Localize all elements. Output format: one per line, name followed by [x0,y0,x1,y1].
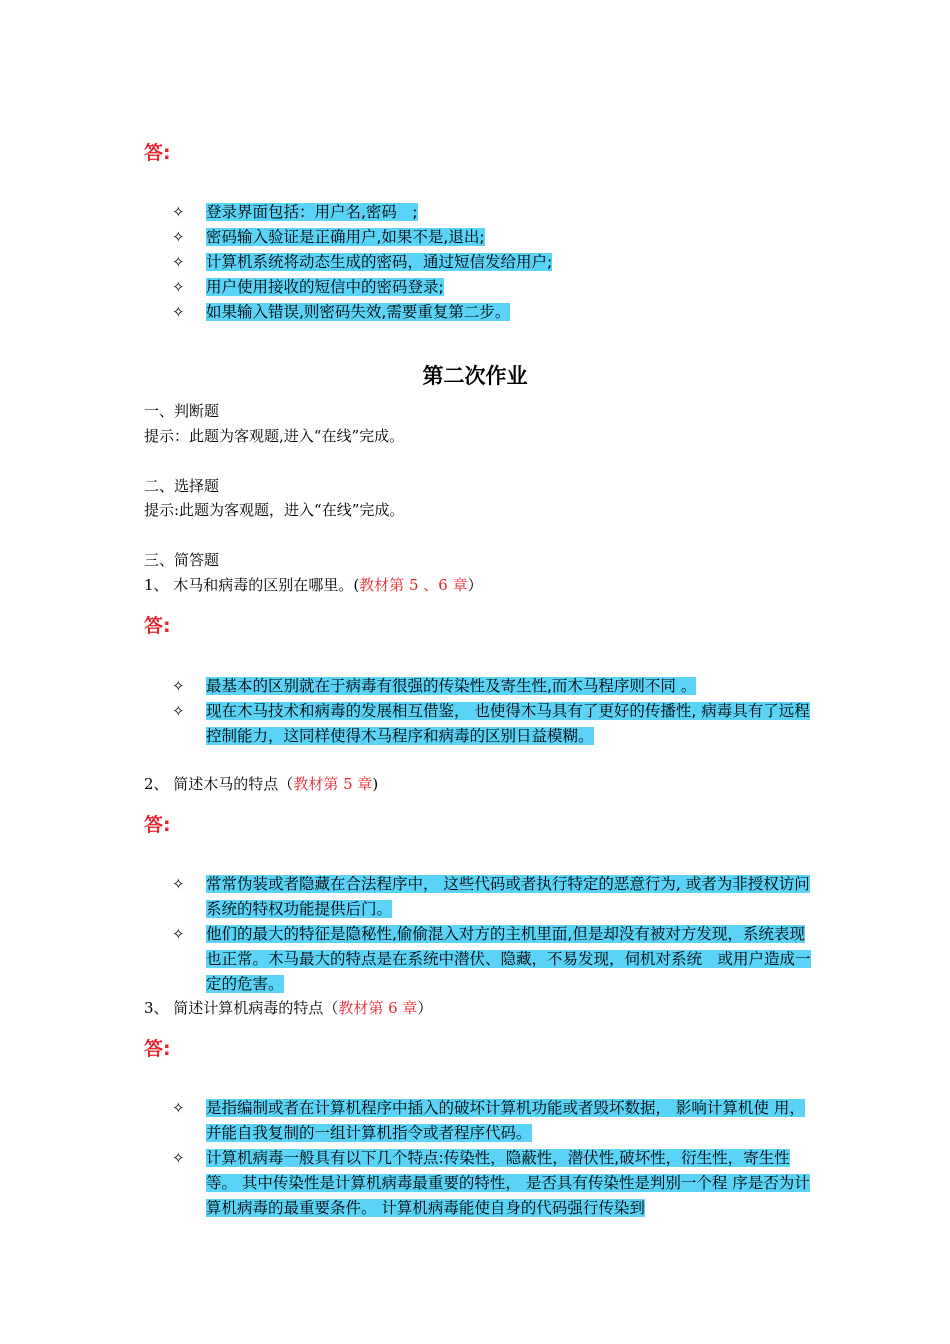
answer-list-login [172,200,812,325]
list-item: ✧ 如果输入错误,则密码失效,需要重复第二步。 [172,300,812,325]
list-item: ✧ 最基本的区别就在于病毒有很强的传染性及寄生性,而木马程序则不同 。 [172,674,812,699]
answer-list-q2 [172,872,812,997]
diamond-bullet-icon: ✧ [172,677,185,695]
hint-text: 提示：此题为客观题,进入“在线”完成。 [144,427,405,445]
section-heading-judgement: 一、判断题 [144,402,220,420]
answer-label: 答: [144,142,171,164]
page-title: 第二次作业 [422,364,528,388]
list-item: ✧ 是指编制或者在计算机程序中插入的破坏计算机功能或者毁坏数据， 影响计算机使 用，并能自我复制的一组计算机指令或者程序代码。 [172,1096,812,1146]
section-heading-choice: 二、选择题 [144,477,220,495]
textbook-reference: 教材第 6 章 [338,999,418,1017]
question-1: 1、 木马和病毒的区别在哪里。(教材第 5 、6 章） [144,576,483,594]
diamond-bullet-icon: ✧ [172,1099,185,1117]
diamond-bullet-icon: ✧ [172,253,185,271]
question-2: 2、 简述木马的特点（教材第 5 章) [144,775,379,793]
diamond-bullet-icon: ✧ [172,278,185,296]
list-item: ✧ 计算机病毒一般具有以下几个特点:传染性，隐蔽性，潜伏性,破坏性，衍生性，寄生性等。 其中传染性是计算机病毒最重要的特性， 是否具有传染性是判别一个程 序是否为计算机病毒的最重要条件。 计算机病毒能使自身的代码强行传染到 [172,1146,812,1221]
diamond-bullet-icon: ✧ [172,228,185,246]
list-item: ✧ 现在木马技术和病毒的发展相互借鉴， 也使得木马具有了更好的传播性, 病毒具有了远程控制能力，这同样使得木马程序和病毒的区别日益模糊。 [172,699,812,749]
list-item: ✧ 密码输入验证是正确用户,如果不是,退出; [172,225,812,250]
question-3: 3、 简述计算机病毒的特点（教材第 6 章） [144,999,433,1017]
list-item: ✧ 他们的最大的特征是隐秘性,偷偷混入对方的主机里面,但是却没有被对方发现，系统表现也正常。木马最大的特点是在系统中潜伏、隐藏，不易发现，伺机对系统 或用户造成一定的危害。 [172,922,812,997]
hint-text: 提示:此题为客观题，进入“在线”完成。 [144,501,405,519]
textbook-reference: 教材第 5 、6 章 [359,576,468,594]
list-item: ✧ 常常伪装或者隐藏在合法程序中， 这些代码或者执行特定的恶意行为, 或者为非授权访问系统的特权功能提供后门。 [172,872,812,922]
list-item: ✧ 用户使用接收的短信中的密码登录; [172,275,812,300]
list-item: ✧ 登录界面包括：用户名,密码 ; [172,200,812,225]
diamond-bullet-icon: ✧ [172,925,185,943]
diamond-bullet-icon: ✧ [172,1149,185,1167]
list-item: ✧ 计算机系统将动态生成的密码，通过短信发给用户; [172,250,812,275]
textbook-reference: 教材第 5 章 [293,775,373,793]
answer-list-q1 [172,674,812,749]
answer-label: 答: [144,615,171,637]
section-heading-short-answer: 三、简答题 [144,551,220,569]
diamond-bullet-icon: ✧ [172,203,185,221]
answer-label: 答: [144,1038,171,1060]
diamond-bullet-icon: ✧ [172,702,185,720]
diamond-bullet-icon: ✧ [172,303,185,321]
answer-label: 答: [144,814,171,836]
answer-list-q3 [172,1096,812,1221]
diamond-bullet-icon: ✧ [172,875,185,893]
